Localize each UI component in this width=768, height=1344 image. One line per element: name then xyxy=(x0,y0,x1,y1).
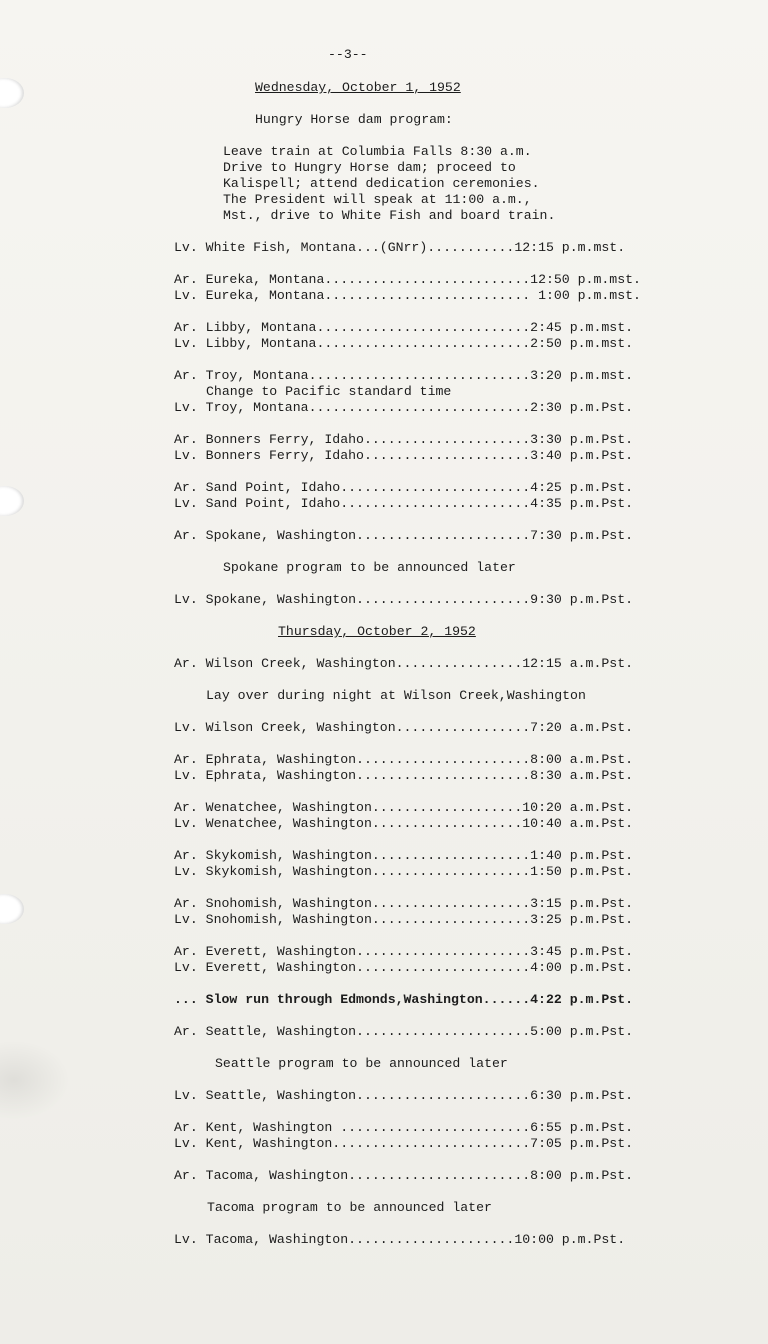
row-prefix: Ar. xyxy=(174,656,198,671)
row-time: 6:30 p.m.Pst. xyxy=(530,1088,634,1103)
punch-hole xyxy=(0,486,24,516)
row-dots: .................... xyxy=(371,864,531,879)
row-prefix: Lv. xyxy=(174,496,198,511)
schedule-row xyxy=(174,432,633,448)
row-prefix: Lv. xyxy=(174,1136,198,1151)
schedule-row xyxy=(174,992,633,1008)
row-place: Eureka, Montana xyxy=(205,288,325,303)
row-dots: ...................... xyxy=(356,960,531,975)
row-prefix: Lv. xyxy=(174,1088,198,1103)
row-time: 2:45 p.m.mst. xyxy=(530,320,634,335)
row-place: Wenatchee, Washington xyxy=(205,816,372,831)
row-time: 7:05 p.m.Pst. xyxy=(530,1136,634,1151)
row-place: Everett, Washington xyxy=(205,960,357,975)
row-time: 2:30 p.m.Pst. xyxy=(530,400,634,415)
row-prefix: Ar. xyxy=(174,848,198,863)
row-dots: ........................ xyxy=(340,480,531,495)
schedule-row xyxy=(174,944,633,960)
row-time: 9:30 p.m.Pst. xyxy=(530,592,634,607)
row-time: 6:55 p.m.Pst. xyxy=(530,1120,634,1135)
program-line: The President will speak at 11:00 a.m., xyxy=(223,192,532,207)
row-time: 4:35 p.m.Pst. xyxy=(530,496,634,511)
row-place: Bonners Ferry, Idaho xyxy=(205,432,364,447)
row-time: 8:00 p.m.Pst. xyxy=(530,1168,634,1183)
row-prefix: Lv. xyxy=(174,816,198,831)
row-time: 3:15 p.m.Pst. xyxy=(530,896,634,911)
row-time: 12:15 p.m.mst. xyxy=(514,240,626,255)
row-prefix: Ar. xyxy=(174,480,198,495)
row-time: 1:40 p.m.Pst. xyxy=(530,848,634,863)
row-time: 4:00 p.m.Pst. xyxy=(530,960,634,975)
schedule-row xyxy=(174,528,633,544)
schedule-row xyxy=(174,336,633,352)
row-prefix: Lv. xyxy=(174,864,198,879)
schedule-row xyxy=(174,288,641,304)
schedule-note: Change to Pacific standard time xyxy=(206,384,452,399)
row-prefix: ... xyxy=(174,992,198,1007)
row-dots: ................ xyxy=(395,656,523,671)
row-prefix: Lv. xyxy=(174,336,198,351)
row-prefix: Ar. xyxy=(174,528,198,543)
row-time: 1:00 p.m.mst. xyxy=(538,288,641,303)
row-dots: ...................... xyxy=(356,1088,531,1103)
row-time: 7:30 p.m.Pst. xyxy=(530,528,634,543)
program-line: Drive to Hungry Horse dam; proceed to xyxy=(223,160,516,175)
row-dots: ............................ xyxy=(308,400,531,415)
row-dots: ..................... xyxy=(363,432,531,447)
row-dots: ........... xyxy=(427,240,515,255)
row-dots: ................. xyxy=(395,720,531,735)
row-place: Snohomish, Washington xyxy=(205,896,372,911)
schedule-row xyxy=(174,272,641,288)
row-time: 4:22 p.m.Pst. xyxy=(530,992,634,1007)
row-prefix: Ar. xyxy=(174,272,198,287)
schedule-row xyxy=(174,480,633,496)
schedule-row xyxy=(174,1120,633,1136)
row-prefix: Lv. xyxy=(174,912,198,927)
row-dots: ......................... xyxy=(332,1136,531,1151)
row-prefix: Lv. xyxy=(174,592,198,607)
row-dots: ...................... xyxy=(356,592,531,607)
row-dots: .................... xyxy=(371,896,531,911)
row-prefix: Ar. xyxy=(174,368,198,383)
row-time: 5:00 p.m.Pst. xyxy=(530,1024,634,1039)
row-place: Seattle, Washington xyxy=(205,1024,357,1039)
schedule-row xyxy=(174,1232,625,1248)
row-place: White Fish, Montana...(GNrr) xyxy=(205,240,428,255)
schedule-row xyxy=(174,816,633,832)
row-prefix: Lv. xyxy=(174,240,198,255)
row-prefix: Lv. xyxy=(174,720,198,735)
row-place: Wilson Creek, Washington xyxy=(205,720,396,735)
row-time: 10:00 p.m.Pst. xyxy=(514,1232,626,1247)
row-prefix: Lv. xyxy=(174,288,198,303)
program-title: Hungry Horse dam program: xyxy=(255,112,453,127)
row-dots: .................... xyxy=(371,848,531,863)
row-dots: .................... xyxy=(371,912,531,927)
row-prefix: Ar. xyxy=(174,1168,198,1183)
day-heading-wednesday: Wednesday, October 1, 1952 xyxy=(255,80,461,95)
row-place: Tacoma, Washington xyxy=(205,1232,349,1247)
row-dots: ................... xyxy=(371,816,523,831)
schedule-row xyxy=(174,768,633,784)
schedule-note: Spokane program to be announced later xyxy=(223,560,516,575)
schedule-row xyxy=(174,592,633,608)
row-dots: ........................ xyxy=(332,1120,531,1135)
row-prefix: Lv. xyxy=(174,448,198,463)
row-time: 3:25 p.m.Pst. xyxy=(530,912,634,927)
schedule-row xyxy=(174,720,633,736)
row-place: Wenatchee, Washington xyxy=(205,800,372,815)
schedule-row xyxy=(174,800,633,816)
row-dots: ...................... xyxy=(356,1024,531,1039)
program-line: Mst., drive to White Fish and board train. xyxy=(223,208,556,223)
schedule-note: Lay over during night at Wilson Creek,Washington xyxy=(206,688,586,703)
row-time: 2:50 p.m.mst. xyxy=(530,336,634,351)
row-time: 12:15 a.m.Pst. xyxy=(522,656,634,671)
row-dots: ...................... xyxy=(356,944,531,959)
row-place: Wilson Creek, Washington xyxy=(205,656,396,671)
row-time: 3:30 p.m.Pst. xyxy=(530,432,634,447)
row-prefix: Ar. xyxy=(174,1024,198,1039)
schedule-note: Tacoma program to be announced later xyxy=(207,1200,492,1215)
row-place: Everett, Washington xyxy=(205,944,357,959)
schedule-row xyxy=(174,1088,633,1104)
row-dots: ........................... xyxy=(316,320,531,335)
page-number: --3-- xyxy=(328,47,368,62)
row-place: Slow run through Edmonds,Washington xyxy=(205,992,483,1007)
schedule-row xyxy=(174,320,633,336)
row-place: Spokane, Washington xyxy=(205,592,357,607)
row-dots: ...................... xyxy=(356,768,531,783)
paper-crease xyxy=(0,1040,70,1120)
punch-hole xyxy=(0,894,24,924)
row-place: Troy, Montana xyxy=(205,400,309,415)
row-prefix: Ar. xyxy=(174,320,198,335)
row-place: Snohomish, Washington xyxy=(205,912,372,927)
row-place: Eureka, Montana xyxy=(205,272,325,287)
row-place: Ephrata, Washington xyxy=(205,768,357,783)
schedule-row xyxy=(174,848,633,864)
row-place: Sand Point, Idaho xyxy=(205,496,341,511)
row-time: 8:00 a.m.Pst. xyxy=(530,752,634,767)
row-dots: ....................... xyxy=(348,1168,531,1183)
row-prefix: Lv. xyxy=(174,768,198,783)
row-place: Kent, Washington xyxy=(205,1120,333,1135)
schedule-row xyxy=(174,656,633,672)
row-prefix: Ar. xyxy=(174,752,198,767)
schedule-row xyxy=(174,1136,633,1152)
row-dots: ................... xyxy=(371,800,523,815)
day-heading-thursday: Thursday, October 2, 1952 xyxy=(278,624,476,639)
row-time: 3:20 p.m.mst. xyxy=(530,368,634,383)
row-place: Tacoma, Washington xyxy=(205,1168,349,1183)
row-time: 3:45 p.m.Pst. xyxy=(530,944,634,959)
row-dots: .......................... xyxy=(324,288,531,303)
row-dots: ...... xyxy=(482,992,531,1007)
row-time: 8:30 a.m.Pst. xyxy=(530,768,634,783)
row-prefix: Lv. xyxy=(174,960,198,975)
row-place: Spokane, Washington xyxy=(205,528,357,543)
row-place: Kent, Washington xyxy=(205,1136,333,1151)
row-dots: ..................... xyxy=(348,1232,515,1247)
schedule-row xyxy=(174,864,633,880)
schedule-row xyxy=(174,400,633,416)
row-prefix: Ar. xyxy=(174,1120,198,1135)
schedule-row xyxy=(174,240,625,256)
schedule-row xyxy=(174,1024,633,1040)
row-time: 3:40 p.m.Pst. xyxy=(530,448,634,463)
punch-hole xyxy=(0,78,24,108)
row-place: Skykomish, Washington xyxy=(205,864,372,879)
row-dots: ...................... xyxy=(356,752,531,767)
row-dots: ........................... xyxy=(316,336,531,351)
schedule-row xyxy=(174,752,633,768)
row-dots: ........................ xyxy=(340,496,531,511)
program-line: Leave train at Columbia Falls 8:30 a.m. xyxy=(223,144,532,159)
row-prefix: Ar. xyxy=(174,432,198,447)
row-dots: .......................... xyxy=(324,272,531,287)
row-place: Bonners Ferry, Idaho xyxy=(205,448,364,463)
row-place: Seattle, Washington xyxy=(205,1088,357,1103)
schedule-row xyxy=(174,448,633,464)
row-dots: ..................... xyxy=(363,448,531,463)
row-prefix: Ar. xyxy=(174,896,198,911)
schedule-row xyxy=(174,912,633,928)
row-time: 10:40 a.m.Pst. xyxy=(522,816,634,831)
row-prefix: Lv. xyxy=(174,1232,198,1247)
schedule-row xyxy=(174,960,633,976)
schedule-row xyxy=(174,496,633,512)
schedule-row xyxy=(174,368,633,384)
row-time: 10:20 a.m.Pst. xyxy=(522,800,634,815)
row-place: Libby, Montana xyxy=(205,320,317,335)
row-time: 1:50 p.m.Pst. xyxy=(530,864,634,879)
row-time: 12:50 p.m.mst. xyxy=(530,272,641,287)
row-place: Ephrata, Washington xyxy=(205,752,357,767)
row-place: Skykomish, Washington xyxy=(205,848,372,863)
row-prefix: Ar. xyxy=(174,800,198,815)
row-dots: ...................... xyxy=(356,528,531,543)
row-prefix: Lv. xyxy=(174,400,198,415)
row-place: Troy, Montana xyxy=(205,368,309,383)
row-dots: ............................ xyxy=(308,368,531,383)
row-place: Libby, Montana xyxy=(205,336,317,351)
row-time: 7:20 a.m.Pst. xyxy=(530,720,634,735)
row-time: 4:25 p.m.Pst. xyxy=(530,480,634,495)
program-line: Kalispell; attend dedication ceremonies. xyxy=(223,176,540,191)
schedule-row xyxy=(174,896,633,912)
schedule-note: Seattle program to be announced later xyxy=(215,1056,508,1071)
schedule-row xyxy=(174,1168,633,1184)
row-prefix: Ar. xyxy=(174,944,198,959)
row-place: Sand Point, Idaho xyxy=(205,480,341,495)
